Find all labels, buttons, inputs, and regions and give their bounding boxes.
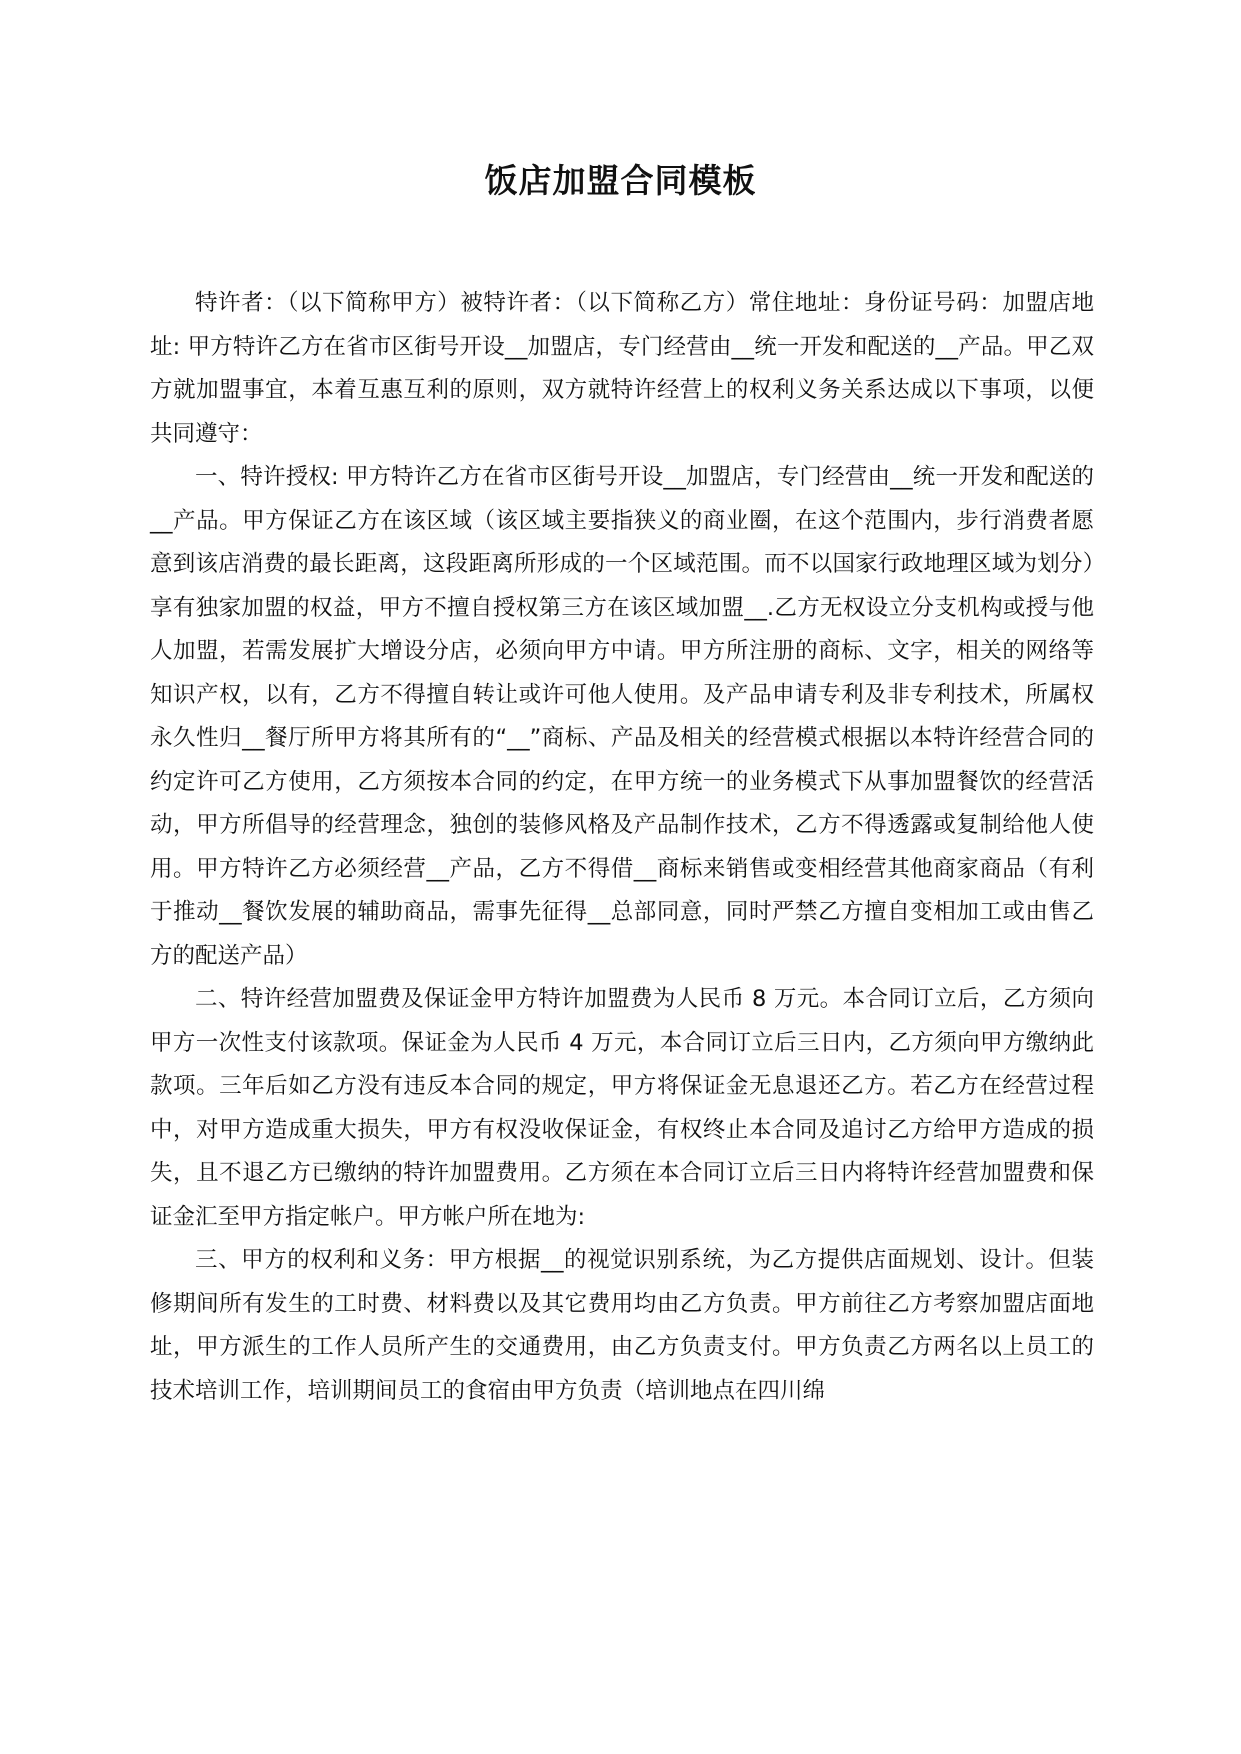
document-title: 饭店加盟合同模板	[484, 161, 757, 200]
paragraph-section-1-franchise-grant: 一、特许授权: 甲方特许乙方在省市区街号开设__加盟店，专门经营由__统一开发和配送的__产品。甲方保证乙方在该区域（该区域主要指狭义的商业圈，在这个范围内，步行消费者愿意到该店消费的最长距离，这段距离所形成的一个区域范围。而不以国家行政地理区域为划分）享有独家加盟的权益，甲方不擅自授权第三方在该区域加盟__.乙方无权设立分支机构或授与他人加盟，若需发展扩大增设分店，必须向甲方中请。甲方所注册的商标、文字，相关的网络等知识产权，以有，乙方不得擅自转让或许可他人使用。及产品申请专利及非专利技术，所属权永久性归__餐厅所甲方将其所有的“__”商标、产品及相关的经营模式根据以本特许经营合同的约定许可乙方使用，乙方须按本合同的约定，在甲方统一的业务模式下从事加盟餐饮的经营活动，甲方所倡导的经营理念，独创的装修风格及产品制作技术，乙方不得透露或复制给他人使用。甲方特许乙方必须经营__产品，乙方不得借__商标来销售或变相经营其他商家商品（有利于推动__餐饮发展的辅助商品，需事先征得__总部同意，同时严禁乙方擅自变相加工或由售乙方的配送产品）	[150, 464, 1094, 969]
paragraph-section-3-party-a-rights: 三、甲方的权利和义务：甲方根据__的视觉识别系统，为乙方提供店面规划、设计。但装修期间所有发生的工时费、材料费以及其它费用均由乙方负责。甲方前往乙方考察加盟店面地址，甲方派生的工作人员所产生的交通费用，由乙方负责支付。甲方负责乙方两名以上员工的技术培训工作，培训期间员工的食宿由甲方负责（培训地点在四川绵	[150, 1247, 1094, 1404]
document-body	[150, 282, 1094, 1413]
paragraph-preamble: 特许者：（以下简称甲方）被特许者：（以下简称乙方）常住地址：身份证号码：加盟店地址: 甲方特许乙方在省市区街号开设__加盟店，专门经营由__统一开发和配送的__产品。甲乙双方就加盟事宜，本着互惠互利的原则，双方就特许经营上的权利义务关系达成以下事项，以便共同遵守：	[150, 290, 1094, 447]
paragraph-section-2-fees-deposit: 二、特许经营加盟费及保证金甲方特许加盟费为人民币 8 万元。本合同订立后，乙方须向甲方一次性支付该款项。保证金为人民币 4 万元，本合同订立后三日内，乙方须向甲方缴纳此款项。三年后如乙方没有违反本合同的规定，甲方将保证金无息退还乙方。若乙方在经营过程中，对甲方造成重大损失，甲方有权没收保证金，有权终止本合同及追讨乙方给甲方造成的损失，且不退乙方已缴纳的特许加盟费用。乙方须在本合同订立后三日内将特许经营加盟费和保证金汇至甲方指定帐户。甲方帐户所在地为:	[150, 986, 1094, 1230]
